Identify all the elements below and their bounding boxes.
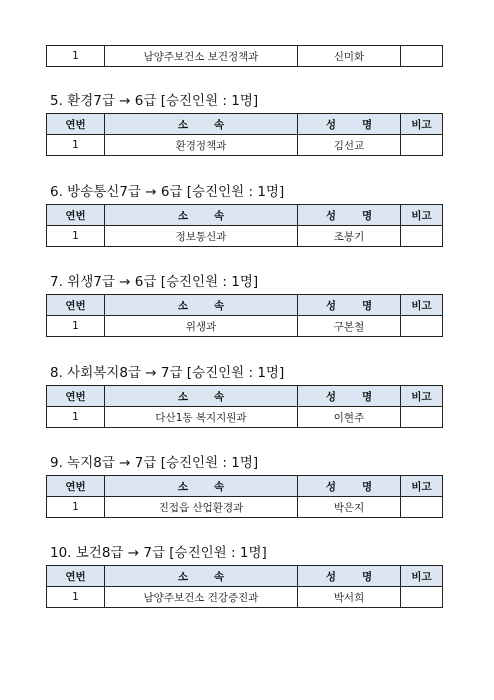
- header-no: 연번: [47, 114, 105, 135]
- cell-note: [401, 407, 443, 428]
- cell-no: 1: [47, 46, 105, 67]
- cell-note: [401, 46, 443, 67]
- table-header-row: [47, 566, 443, 587]
- cell-dept: 위생과: [105, 316, 298, 337]
- table-row: [47, 226, 443, 247]
- header-name-b: 명: [362, 390, 373, 403]
- table-row: [47, 135, 443, 156]
- cell-name: 박은지: [298, 497, 401, 518]
- table-header-row: [47, 114, 443, 135]
- header-dept: [105, 205, 298, 226]
- cell-name: 조봉기: [298, 226, 401, 247]
- header-dept-b: 속: [214, 480, 225, 493]
- cell-note: [401, 135, 443, 156]
- table-header-row: [47, 476, 443, 497]
- section-title: 6. 방송통신7급 → 6급 [승진인원 : 1명]: [50, 184, 285, 200]
- header-name-a: 성: [325, 390, 336, 403]
- section-8: [46, 364, 443, 428]
- roster-table: [46, 204, 443, 247]
- header-name-b: 명: [362, 209, 373, 222]
- continued-table: [46, 45, 443, 67]
- cell-name: 이현주: [298, 407, 401, 428]
- header-dept-b: 속: [214, 570, 225, 583]
- header-dept: [105, 476, 298, 497]
- cell-no: 1: [47, 407, 105, 428]
- header-note: 비고: [401, 476, 443, 497]
- header-name-a: 성: [325, 570, 336, 583]
- header-dept-a: 소: [177, 118, 188, 131]
- section-title: 7. 위생7급 → 6급 [승진인원 : 1명]: [50, 274, 259, 290]
- cell-name: 박서희: [298, 587, 401, 608]
- cell-no: 1: [47, 135, 105, 156]
- section-title: 8. 사회복지8급 → 7급 [승진인원 : 1명]: [50, 365, 285, 381]
- header-name-b: 명: [362, 570, 373, 583]
- cell-dept: 진접읍 산업환경과: [105, 497, 298, 518]
- header-dept: [105, 386, 298, 407]
- cell-name: 신미화: [298, 46, 401, 67]
- roster-table: [46, 294, 443, 337]
- header-note: 비고: [401, 566, 443, 587]
- header-dept: [105, 566, 298, 587]
- cell-no: 1: [47, 316, 105, 337]
- header-dept-b: 속: [214, 118, 225, 131]
- cell-note: [401, 587, 443, 608]
- header-dept-b: 속: [214, 299, 225, 312]
- table-row: [47, 407, 443, 428]
- roster-table: [46, 385, 443, 428]
- header-name: [298, 476, 401, 497]
- header-dept-a: 소: [177, 299, 188, 312]
- header-no: 연번: [47, 205, 105, 226]
- table-row: [47, 46, 443, 67]
- header-name: [298, 205, 401, 226]
- header-note: 비고: [401, 114, 443, 135]
- roster-table: [46, 113, 443, 156]
- cell-no: 1: [47, 226, 105, 247]
- section-5: [46, 92, 443, 156]
- roster-table: [46, 45, 443, 67]
- header-name-a: 성: [325, 209, 336, 222]
- header-name-a: 성: [325, 118, 336, 131]
- table-row: [47, 497, 443, 518]
- cell-note: [401, 497, 443, 518]
- header-name: [298, 295, 401, 316]
- cell-dept: 다산1동 복지지원과: [105, 407, 298, 428]
- cell-dept: 남양주보건소 건강증진과: [105, 587, 298, 608]
- header-name-b: 명: [362, 118, 373, 131]
- header-name: [298, 566, 401, 587]
- header-note: 비고: [401, 295, 443, 316]
- table-row: [47, 587, 443, 608]
- table-header-row: [47, 386, 443, 407]
- header-dept: [105, 295, 298, 316]
- header-no: 연번: [47, 566, 105, 587]
- section-6: [46, 183, 443, 247]
- section-9: [46, 454, 443, 518]
- header-dept-a: 소: [177, 570, 188, 583]
- cell-no: 1: [47, 587, 105, 608]
- roster-table: [46, 565, 443, 608]
- header-dept-a: 소: [177, 390, 188, 403]
- cell-dept: 환경정책과: [105, 135, 298, 156]
- header-name-a: 성: [325, 299, 336, 312]
- header-note: 비고: [401, 205, 443, 226]
- header-no: 연번: [47, 476, 105, 497]
- header-no: 연번: [47, 295, 105, 316]
- section-title: 9. 녹지8급 → 7급 [승진인원 : 1명]: [50, 455, 259, 471]
- header-name: [298, 114, 401, 135]
- cell-name: 김선교: [298, 135, 401, 156]
- cell-dept: 정보통신과: [105, 226, 298, 247]
- header-no: 연번: [47, 386, 105, 407]
- section-title: 10. 보건8급 → 7급 [승진인원 : 1명]: [50, 545, 267, 561]
- header-name: [298, 386, 401, 407]
- section-10: [46, 544, 443, 608]
- table-header-row: [47, 295, 443, 316]
- header-name-a: 성: [325, 480, 336, 493]
- table-row: [47, 316, 443, 337]
- roster-table: [46, 475, 443, 518]
- header-dept-a: 소: [177, 209, 188, 222]
- cell-dept: 남양주보건소 보건정책과: [105, 46, 298, 67]
- section-title: 5. 환경7급 → 6급 [승진인원 : 1명]: [50, 93, 259, 109]
- cell-note: [401, 226, 443, 247]
- table-header-row: [47, 205, 443, 226]
- cell-no: 1: [47, 497, 105, 518]
- header-dept: [105, 114, 298, 135]
- cell-name: 구본철: [298, 316, 401, 337]
- cell-note: [401, 316, 443, 337]
- header-dept-b: 속: [214, 390, 225, 403]
- header-dept-a: 소: [177, 480, 188, 493]
- header-name-b: 명: [362, 480, 373, 493]
- header-name-b: 명: [362, 299, 373, 312]
- header-dept-b: 속: [214, 209, 225, 222]
- header-note: 비고: [401, 386, 443, 407]
- section-7: [46, 273, 443, 337]
